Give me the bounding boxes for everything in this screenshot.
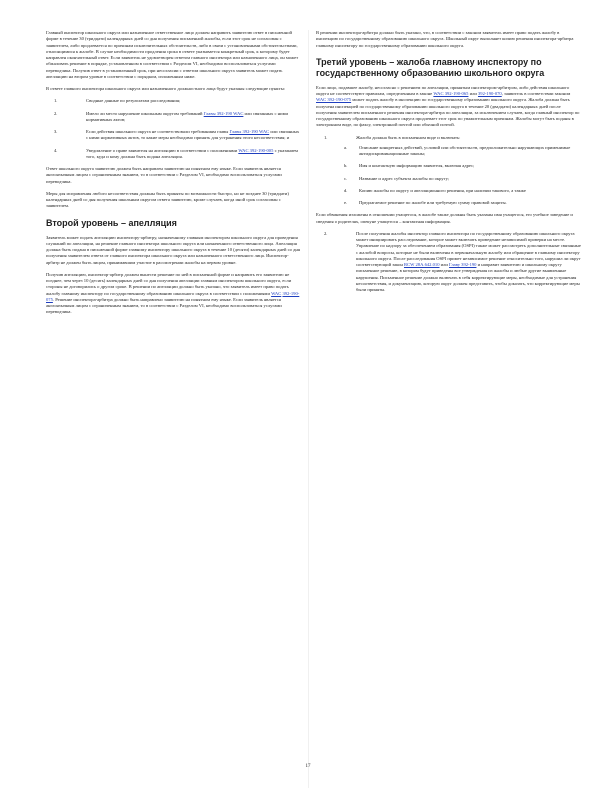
numbered-list (316, 135, 581, 207)
list-number: 3. (54, 129, 58, 134)
paragraph (46, 272, 300, 316)
list-item (316, 176, 581, 182)
wac-link[interactable]: WAC 392-190-065 (433, 91, 469, 96)
list-item (316, 163, 581, 169)
paragraph: Ответ школьного округа заявителю должен быть направлен заявителю на понятном ему языке. Если заявитель является англоязычным лицом с ограниченным знанием, то в соответствии с Разделом VI, необходимо воспользоваться услугами переводчика. (46, 166, 282, 184)
paragraph-text: Получив апелляцию, инспектор-арбитр должен вынести решение по ней в письменной форме и направить его заявителю не позднее, чем через 10 (десять) календарных дней со дня получения апелляции главным инспектором школьного округа, если стороны не договорились о другом сроке. В решении по апелляции должно быть указано, что заявитель имеет право подать жалобу главному инспектору по государственному образованию школьного округа в соответствии с положениями (46, 271, 292, 296)
numbered-list (46, 98, 300, 160)
list-text: Имя и контактную информацию заявителя, включая адрес; (359, 163, 475, 169)
wac-link[interactable]: 392-190-070 (477, 91, 502, 96)
list-text: Описание конкретных действий, условий или обстоятельств, предположительно нарушающих применимые антидискриминационные законы; (359, 144, 571, 156)
wac-link[interactable]: Главы 392-190 WAC (229, 129, 270, 134)
section-heading: Третий уровень – жалоба главному инспектору по государственному образованию школьного округа (316, 56, 545, 78)
list-number: 2. (324, 230, 328, 236)
list-letter: e. (344, 200, 348, 205)
paragraph: Заявитель может подать апелляцию инспектору-арбитру, назначенному главным инспектором школьного округа для проведения слушаний по апелляции, на решение главного инспектора школьного округа или назначенного ответственного лица. Апелляция должна быть подана в письменной форме главному инспектору школьного округа в течение 10 (десяти) календарных дней со дня получения заявителем ответа от главного инспектора школьного округа или назначенного ответственного лица. Инспектор-арбитр не должен быть лицом, принимавшим участие в рассмотрении жалобы на первом уровне. (46, 234, 301, 265)
page-number: 17 (305, 764, 311, 769)
list-letter: b. (344, 163, 348, 169)
list-item (316, 188, 581, 194)
list-number: 1. (54, 98, 58, 104)
section-heading: Второй уровень – апелляция (46, 217, 177, 228)
list-number: 4. (54, 147, 58, 153)
lettered-list (316, 145, 581, 207)
list-item (46, 148, 300, 161)
paragraph (316, 85, 581, 129)
list-item (46, 129, 300, 142)
list-text: Имело ли место нарушение школьным округом требований (86, 110, 203, 116)
right-column (316, 30, 581, 299)
wac-link[interactable]: WAC 392-190-005 (238, 147, 274, 153)
list-text: и направит заявителю и школьному округу письменное решение, в котором будут приведены все утверждения из жалобы и любые другие выявленные нарушения. Письменное решение должно включать в себя корректирующие меры, необходимые для устранения несоответствия, и документацию, которую округ должен представить, чтобы доказать, что корректирующие меры были приняты. (356, 262, 580, 292)
list-item (316, 145, 581, 158)
column-divider (308, 30, 309, 788)
list-text: или связанных с ними нормативных актов; (86, 110, 288, 122)
paragraph-text: , заявитель в соответствии законом (501, 91, 571, 96)
list-text: Сводные данные по результатам расследования; (86, 98, 181, 104)
list-text: или (440, 262, 448, 267)
list-text: с указанием того, куда и кому должна быть подана апелляция. (86, 147, 298, 159)
list-text: Если действия школьного округа не соответствовали требованиям главы (86, 129, 229, 134)
list-text: или связанных с ними нормативных актов, то какие меры необходимо принять для устранения этого несоответствия; и (86, 129, 300, 141)
wac-link[interactable]: Главу 392-190 (449, 262, 477, 267)
list-number: 2. (54, 110, 58, 116)
paragraph: Если обвинения изложены в отношении учащегося, в жалобе также должны быть указаны имя учащегося, его учебное заведение и сведения о родителях, опекуне учащегося – контактная информация. (316, 212, 573, 224)
list-text: После получения жалобы инспектор главного инспектора по государственному образованию школьного округа может инициировать расследование, которое может включать проведение независимой проверки на месте. Управление по надзору за обеспечением образования (OSPI) также может рассмотреть дополнительные связанные с жалобой вопросы, которые не были включены в первоначальную жалобу или обращение в главному инспектору школьного округа. После расследования OSPI примет независимое решение относительно того, нарушил ли округ соответствующий закон (356, 230, 581, 267)
list-letter: a. (344, 144, 348, 150)
list-text: Название и адрес субъекта жалобы по округу; (359, 175, 450, 181)
paragraph-text: Если лицо, подавшее жалобу, несогласно с решением по апелляции, принятым инспектором-арбитром, либо действия школьного округа не соответствуют правилам, определенным в законе (316, 84, 570, 96)
list-text: Жалоба должна быть в письменном виде и включать: (356, 134, 461, 140)
list-letter: d. (344, 187, 348, 193)
list-item (46, 98, 300, 104)
paragraph-text: . Решение инспектора-арбитра должно быть направлено заявителю на понятном ему языке. Если заявитель является англоязычным лицом с ограниченным знанием, то в соответствии с Разделом VI, необходимо воспользоваться услугами переводчика. (46, 296, 282, 315)
paragraph-text: или (469, 91, 477, 96)
wac-link[interactable]: WAC 392-190-075 (316, 97, 352, 103)
wac-link[interactable]: Главы 392-190 WAC (203, 110, 244, 116)
list-item (316, 135, 581, 207)
list-text: Уведомление о праве заявителя на апелляцию в соответствии с положениями (86, 147, 238, 153)
list-text: Копию жалобы по округу и апелляционного решения, при наличии такового, а также (359, 187, 526, 193)
wac-link[interactable]: 392-190-075 (46, 290, 300, 302)
paragraph-text: может подать жалобу в инспекцию по государственному образованию школьного округа. Жалоба должна быть получена инспекцией по государственному образованию школьного округа в течение 20 (двадцати) календарных дней после получения заявителем письменного решения инспектора-арбитра по апелляции, за исключением случаев, когда главный инспектор по государственному образованию школьного округа продлевает этот срок по уважительным причинам. Жалобы могут быть поданы в электронном виде, по факсу, электронной почтой или обычной почтой. (316, 97, 580, 128)
left-column (46, 30, 300, 322)
list-letter: c. (344, 175, 348, 181)
paragraph: Главный инспектор школьного округа или назначенное ответственное лицо должен направить заявителю ответ в письменной форме в течение 30 (тридцати) календарных дней со дня получения письменной жалобы, если этот срок не согласован с заявителем, либо продлевается по причинам исключительных обстоятельств, либо в связи с установленными обстоятельствами, относящимися к жалобе. В случае необходимости продления срока в ответе указывается конкретный срок, к которому будет направлен окончательный ответ. Если заявитель не удовлетворен ответом главного инспектора или назначенного лица, он может обжаловать решение в порядке, установленном в соответствии с Разделом VI, необходимо воспользоваться услугами переводчика. Получив ответ в установленный срок, при несогласии с ответом школьного округа заявитель может подать апелляцию на втором уровне в соответствии с порядком, изложенным ниже. (46, 30, 299, 79)
numbered-list (316, 231, 581, 294)
paragraph: В решении инспектора-арбитра должно быть указано, что, в соответствии с законом заявитель имеет право подать жалобу в инспекцию по государственному образованию школьного округа. Школьный округ выполняет копию решения инспектора-арбитра главному инспектору по государственному образованию школьного округа. (316, 30, 574, 48)
list-item (316, 231, 581, 294)
list-item (46, 111, 300, 124)
paragraph: Меры для исправления любого несоответствия должны быть приняты по возможности быстро, но не позднее 30 (тридцати) календарных дней со дня получения школьным округом ответа заявителю, кроме случаев, когда иной срок согласован с заявителем. (46, 190, 289, 209)
wac-link[interactable]: WAC (271, 290, 282, 296)
list-item (316, 200, 581, 206)
list-number: 1. (324, 134, 328, 140)
paragraph: В ответе главного инспектора школьного округа или назначенного должностного лица будут указаны следующие пункты: (46, 86, 285, 91)
rcw-link[interactable]: RCW 28A.642.010 (403, 262, 440, 267)
list-text: Предлагаемое решение по жалобе или требуемую сумму правовой защиты. (359, 200, 507, 205)
